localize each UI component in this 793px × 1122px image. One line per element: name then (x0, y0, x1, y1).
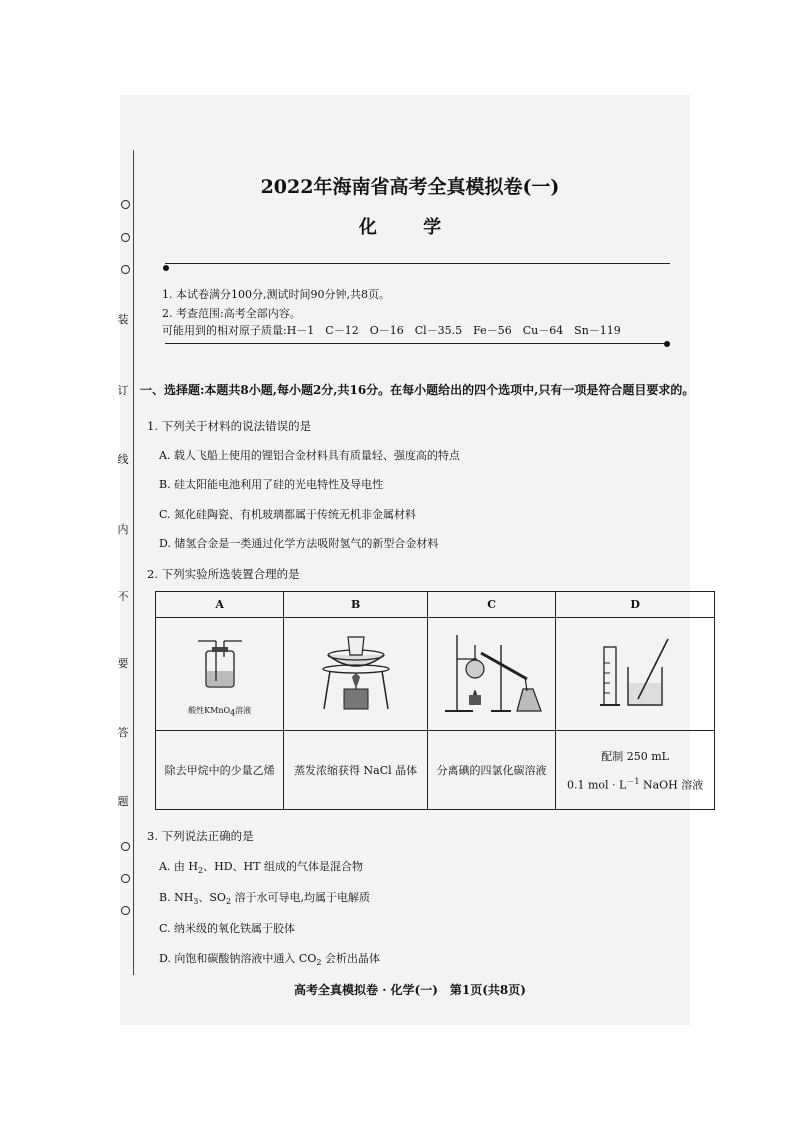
page-footer: 高考全真模拟卷 · 化学(一) 第1页(共8页) (294, 983, 526, 997)
caption-b: 蒸发浓缩获得 NaCl 晶体 (284, 731, 428, 810)
caption-d-line2: 0.1 mol · $L^{-1}$ NaOH 溶液 (567, 776, 704, 792)
q1-option-b: B. 硅太阳能电池利用了硅的光电特性及导电性 (159, 478, 384, 491)
question-1-stem: 1. 下列关于材料的说法错误的是 (147, 419, 312, 433)
note-atomic-masses: 可能用到的相对原子质量:H－1 C－12 O－16 Cl－35.5 Fe－56 Cu－64 Sn－119 (162, 324, 621, 337)
binding-hole (121, 842, 130, 851)
apparatus-table (155, 591, 715, 810)
q3-option-c: C. 纳米级的氧化铁属于胶体 (159, 922, 296, 935)
margin-char: 订 (117, 384, 129, 397)
binding-line (133, 150, 134, 975)
q1-option-d: D. 储氢合金是一类通过化学方法吸附氢气的新型合金材料 (159, 537, 439, 550)
margin-char: 装 (117, 313, 129, 326)
question-2-stem: 2. 下列实验所选装置合理的是 (147, 567, 300, 581)
binding-hole (121, 906, 130, 915)
col-header-b: B (284, 592, 428, 618)
apparatus-b-cell (284, 618, 428, 731)
beaker-cylinder-icon (590, 633, 680, 713)
rule-dot (163, 265, 169, 271)
q3-option-d: D. 向饱和碳酸钠溶液中通入 $CO_2$ 会析出晶体 (159, 952, 380, 968)
margin-char: 答 (117, 726, 129, 739)
caption-c: 分离碘的四氯化碳溶液 (427, 731, 555, 810)
binding-hole (121, 233, 130, 242)
question-3-stem: 3. 下列说法正确的是 (147, 829, 254, 843)
apparatus-d-cell (556, 618, 715, 731)
col-header-c: C (427, 592, 555, 618)
margin-char: 不 (117, 590, 129, 603)
caption-d (556, 731, 715, 810)
note-scope: 2. 考查范围:高考全部内容。 (162, 307, 301, 320)
caption-d-line1: 配制 250 mL (601, 749, 669, 763)
q3-option-b: B. $NH_3$、$SO_2$ 溶于水可导电,均属于电解质 (159, 891, 371, 907)
margin-char: 要 (117, 657, 129, 670)
evaporating-dish-icon (316, 629, 396, 717)
margin-char: 内 (117, 523, 129, 536)
col-header-a: A (156, 592, 284, 618)
rule-dot (664, 341, 670, 347)
bottom-rule (165, 343, 670, 344)
binding-hole (121, 874, 130, 883)
top-rule (165, 263, 670, 264)
apparatus-a-cell (156, 618, 284, 731)
exam-title: 2022年海南省高考全真模拟卷(一) (260, 176, 560, 198)
binding-hole (121, 200, 130, 209)
q1-option-a: A. 载人飞船上使用的锂铝合金材料具有质量轻、强度高的特点 (159, 449, 460, 462)
margin-char: 线 (117, 453, 129, 466)
subject-title: 化 学 (358, 217, 462, 238)
apparatus-c-cell (427, 618, 555, 731)
gas-washing-bottle-icon (190, 631, 250, 701)
col-header-d: D (556, 592, 715, 618)
note-score: 1. 本试卷满分100分,测试时间90分钟,共8页。 (162, 288, 390, 301)
q1-option-c: C. 氮化硅陶瓷、有机玻璃都属于传统无机非金属材料 (159, 508, 417, 521)
binding-hole (121, 265, 130, 274)
distillation-apparatus-icon (437, 629, 547, 717)
section-heading: 一、选择题:本题共8小题,每小题2分,共16分。在每小题给出的四个选项中,只有一项是符合题目要求的。 (140, 383, 695, 397)
caption-a: 除去甲烷中的少量乙烯 (156, 731, 284, 810)
q3-option-a: A. 由 $H_2$、HD、HT 组成的气体是混合物 (159, 860, 363, 876)
margin-char: 题 (117, 795, 129, 808)
reagent-label: 酸性KMnO$_4$溶液 (188, 705, 252, 718)
